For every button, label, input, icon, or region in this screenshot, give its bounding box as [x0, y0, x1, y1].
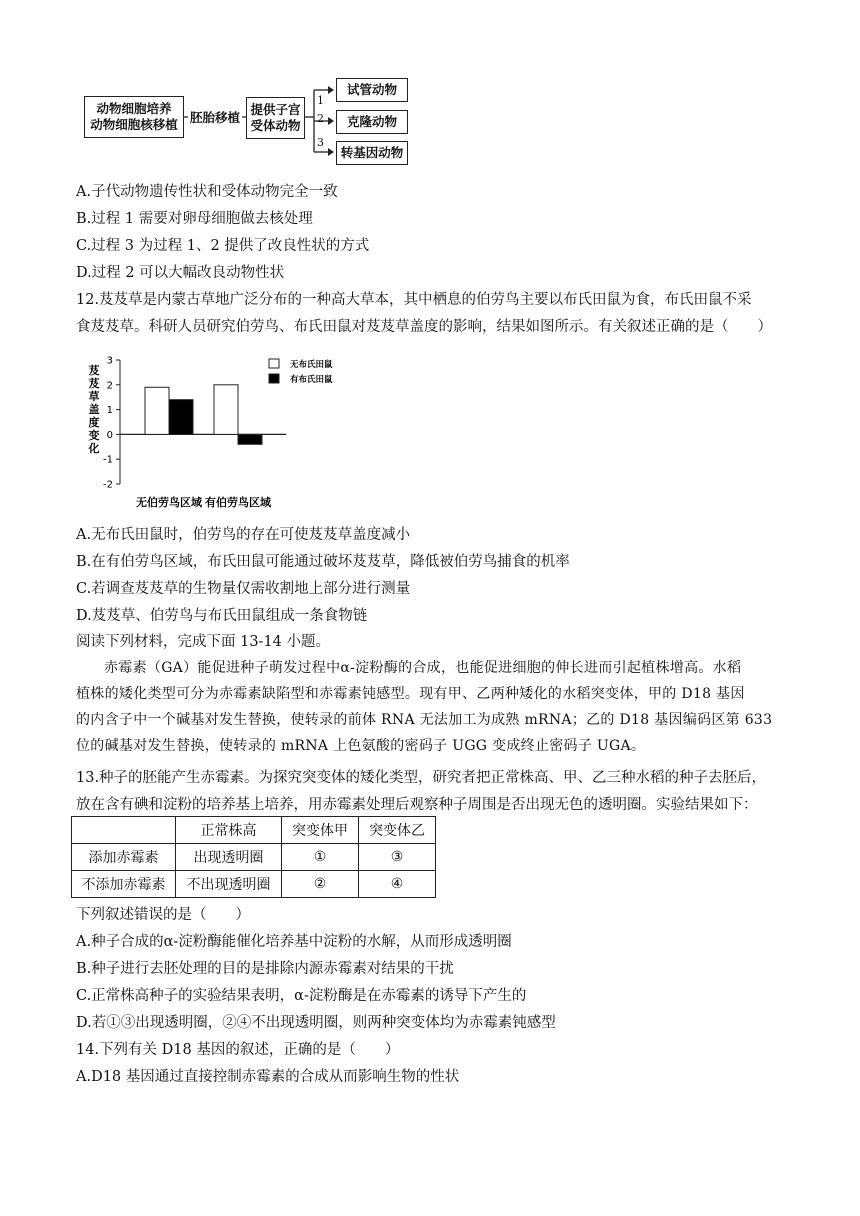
legend-label: 无布氏田鼠	[290, 360, 333, 370]
y-tick-label: -2	[103, 479, 113, 491]
flow-output-test-tube: 试管动物	[336, 78, 408, 102]
q14-stem: 14.下列有关 D18 基因的叙述，正确的是（ ）	[76, 1042, 400, 1058]
table-cell: ②	[282, 871, 359, 898]
y-tick-label: 0	[106, 429, 113, 441]
flow-box-source-line1: 动物细胞培养	[96, 101, 172, 116]
bar-chart	[76, 348, 366, 518]
y-tick-label: 3	[106, 355, 113, 367]
legend-label: 有布氏田鼠	[290, 375, 333, 385]
branch-number-3: 3	[317, 136, 324, 149]
table-cell: 不添加赤霉素	[72, 871, 176, 898]
q13-option-c: C.正常株高种子的实验结果表明，α-淀粉酶是在赤霉素的诱导下产生的	[76, 988, 527, 1004]
material-intro: 阅读下列材料，完成下面 13-14 小题。	[76, 634, 331, 650]
flow-box-recipient-line1: 提供子宫	[250, 102, 301, 117]
y-axis-label: 芨芨草盖度变化	[88, 364, 100, 455]
q12-option-c: C.若调查芨芨草的生物量仅需收割地上部分进行测量	[76, 581, 411, 597]
y-tick-label: 1	[106, 405, 113, 417]
material-line-3: 的内含子中一个碱基对发生替换，使转录的前体 RNA 无法加工为成熟 mRNA；乙的 D18 基因编码区第 633	[76, 712, 773, 728]
table-header-cell: 正常株高	[176, 817, 282, 844]
q14-option-a: A.D18 基因通过直接控制赤霉素的合成从而影响生物的性状	[76, 1069, 460, 1085]
q12-option-a: A.无布氏田鼠时，伯劳鸟的存在可使芨芨草盖度减小	[76, 527, 411, 543]
q12-stem-line1: 12.芨芨草是内蒙古草地广泛分布的一种高大草本，其中栖息的伯劳鸟主要以布氏田鼠为食，布氏田鼠不采	[76, 292, 752, 308]
q12-option-b: B.在有伯劳鸟区域，布氏田鼠可能通过破坏芨芨草，降低被伯劳鸟捕食的机率	[76, 554, 570, 570]
q13-option-a: A.种子合成的α-淀粉酶能催化培养基中淀粉的水解，从而形成透明圈	[76, 934, 512, 950]
bar-2-1	[214, 385, 238, 435]
bar-2-2	[238, 434, 262, 444]
flow-box-recipient-line2: 受体动物	[250, 118, 301, 133]
result-table	[71, 816, 436, 898]
flow-arrow-label: 胚胎移植	[190, 110, 241, 125]
table-row	[72, 844, 436, 871]
q12-stem-line2: 食芨芨草。科研人员研究伯劳鸟、布氏田鼠对芨芨草盖度的影响，结果如图所示。有关叙述正确的是（ ）	[76, 319, 772, 335]
table-cell: 出现透明圈	[176, 844, 282, 871]
table-cell: 不出现透明圈	[176, 871, 282, 898]
q13-question: 下列叙述错误的是（ ）	[76, 907, 250, 923]
material-line-1: 赤霉素（GA）能促进种子萌发过程中α-淀粉酶的合成，也能促进细胞的伸长进而引起植株增高。水稻	[104, 660, 742, 676]
q11-option-a: A.子代动物遗传性状和受体动物完全一致	[76, 184, 338, 200]
q12-option-d: D.芨芨草、伯劳鸟与布氏田鼠组成一条食物链	[76, 608, 368, 624]
branch-number-1: 1	[317, 94, 324, 107]
material-line-4: 位的碱基对发生替换，使转录的 mRNA 上色氨酸的密码子 UGG 变成终止密码子 UGA。	[76, 738, 646, 754]
y-tick-label: 2	[106, 380, 113, 392]
material-line-2: 植株的矮化类型可分为赤霉素缺陷型和赤霉素钝感型。现有甲、乙两种矮化的水稻突变体，甲的 D18 基因	[76, 686, 745, 702]
q13-stem-line2: 放在含有碘和淀粉的培养基上培养，用赤霉素处理后观察种子周围是否出现无色的透明圈。实验结果如下：	[76, 797, 758, 813]
flow-box-source-line2: 动物细胞核移植	[90, 117, 178, 132]
q13-option-d: D.若①③出现透明圈，②④不出现透明圈，则两种突变体均为赤霉素钝感型	[76, 1015, 556, 1031]
q13-stem-line1: 13.种子的胚能产生赤霉素。为探究突变体的矮化类型，研究者把正常株高、甲、乙三种水稻的种子去胚后，	[76, 770, 767, 786]
table-header-cell: 突变体甲	[282, 817, 359, 844]
q11-option-b: B.过程 1 需要对卵母细胞做去核处理	[76, 211, 313, 227]
x-category-label: 无伯劳鸟区域	[136, 496, 202, 509]
legend-swatch	[269, 359, 279, 368]
material-paragraph	[76, 655, 776, 759]
table-cell: 添加赤霉素	[72, 844, 176, 871]
q11-option-d: D.过程 2 可以大幅改良动物性状	[76, 265, 285, 281]
table-row	[72, 871, 436, 898]
table-cell: ③	[359, 844, 436, 871]
x-category-label: 有伯劳鸟区域	[205, 496, 271, 509]
table-header-cell	[72, 817, 176, 844]
legend-swatch	[269, 374, 279, 383]
q13-option-b: B.种子进行去胚处理的目的是排除内源赤霉素对结果的干扰	[76, 961, 454, 977]
table-cell: ①	[282, 844, 359, 871]
table-cell: ④	[359, 871, 436, 898]
bar-1-1	[145, 387, 169, 434]
flow-output-clone: 克隆动物	[336, 110, 408, 134]
table-header-row	[72, 817, 436, 844]
q11-option-c: C.过程 3 为过程 1、2 提供了改良性状的方式	[76, 238, 370, 254]
flow-connectors	[0, 0, 860, 180]
bar-1-2	[169, 400, 193, 435]
flow-box-recipient	[246, 97, 305, 139]
branch-number-2: 2	[317, 112, 324, 125]
y-tick-label: -1	[103, 454, 113, 466]
flow-output-transgenic: 转基因动物	[336, 141, 408, 165]
table-header-cell: 突变体乙	[359, 817, 436, 844]
